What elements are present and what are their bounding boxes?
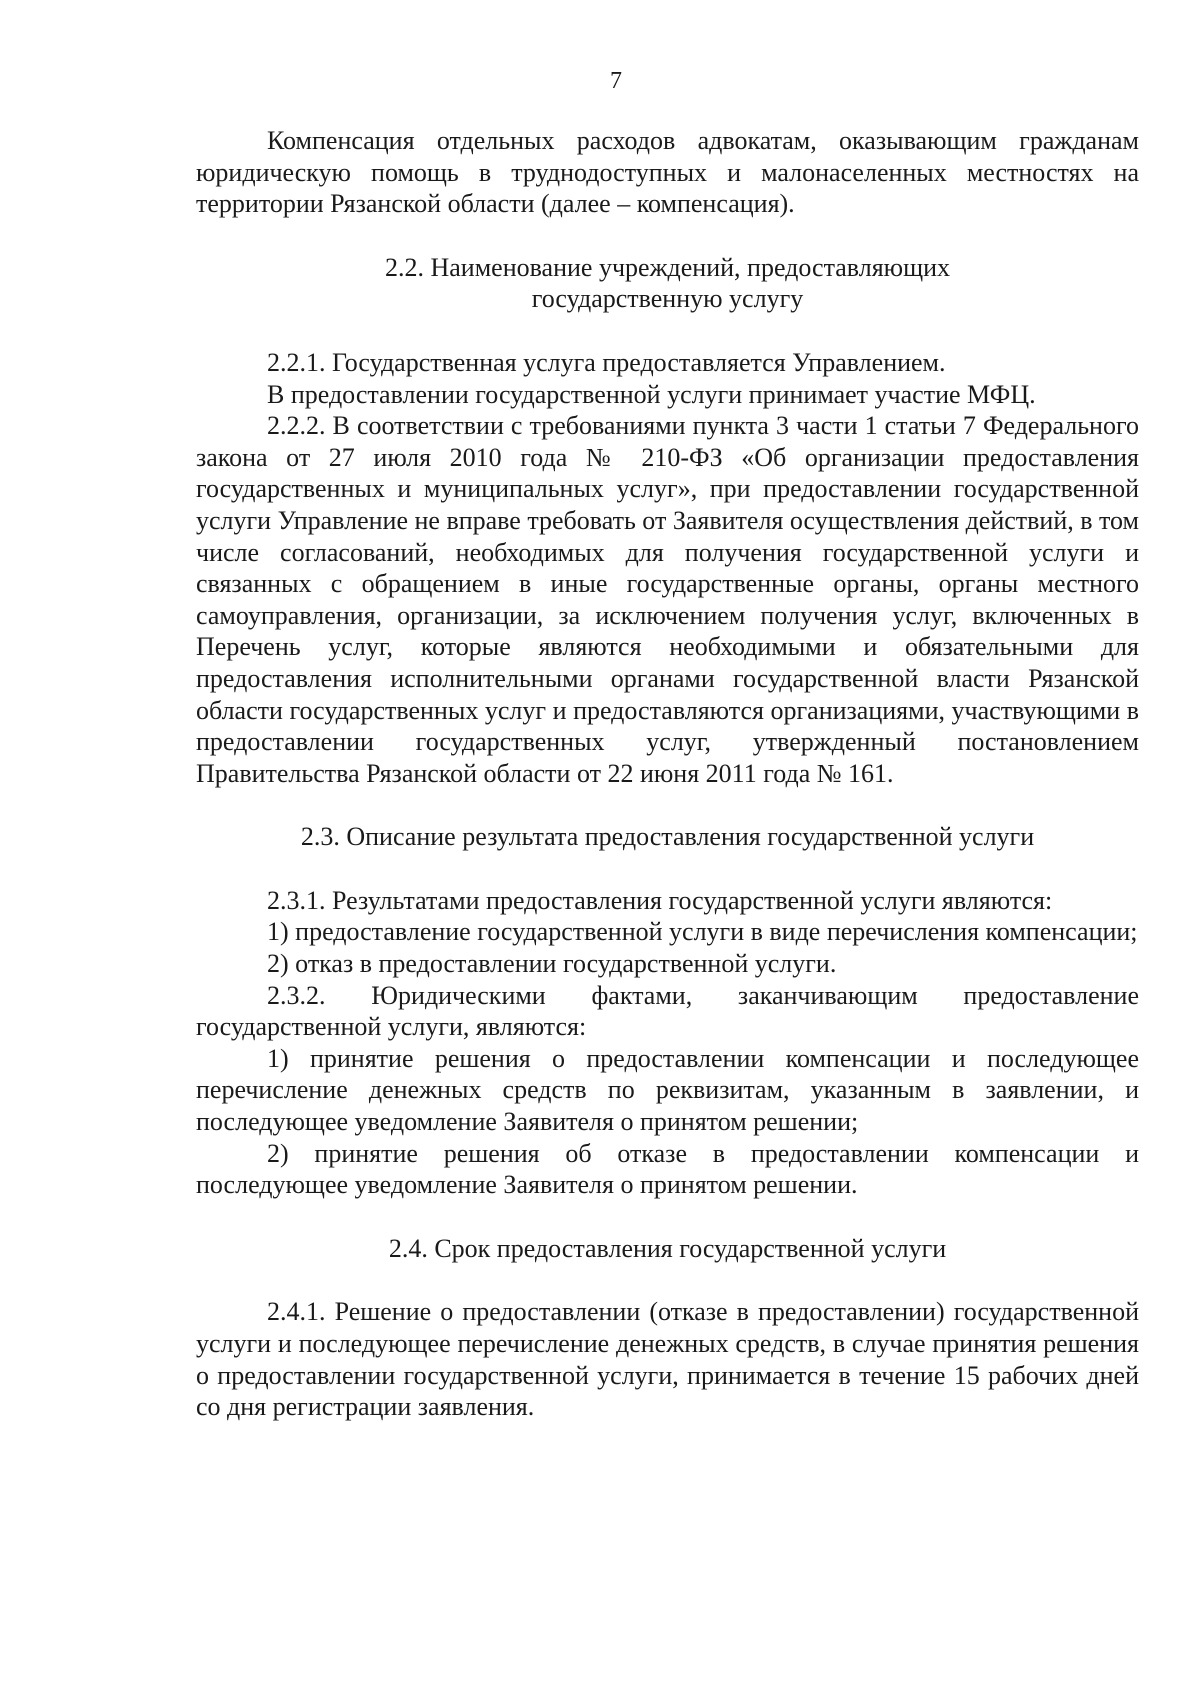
paragraph-2-4-1: 2.4.1. Решение о предоставлении (отказе в предоставлении) государственной услуги и последующее перечисление денежных средств, в случае принятия решения о предоставлении государственной услуги, принимается в течение 15 рабочих дней со дня регистрации заявления. (196, 1297, 1139, 1422)
paragraph-2-3-2-item-2: 2) принятие решения об отказе в предоставлении компенсации и последующее уведомление Заявителя о принятом решении. (196, 1138, 1139, 1200)
section-heading-2-2-line1: 2.2. Наименование учреждений, предоставляющих (384, 252, 951, 282)
section-heading-2-2-line2: государственную услугу (531, 284, 804, 314)
paragraph-2-3-1: 2.3.1. Результатами предоставления государственной услуги являются: (267, 885, 1053, 915)
document-body (196, 125, 1139, 1423)
paragraph-2-2-1-mfc: В предоставлении государственной услуги принимает участие МФЦ. (267, 379, 1036, 409)
section-heading-2-4: 2.4. Срок предоставления государственной услуги (388, 1233, 947, 1263)
page-number: 7 (610, 68, 622, 94)
paragraph-2-2-2: 2.2.2. В соответствии с требованиями пункта 3 части 1 статьи 7 Федерального закона от 27 июля 2010 года № 210-ФЗ «Об организации предоставления государственных и муниципальных услуг», при предоставлении государственной услуги Управление не вправе требовать от Заявителя осуществления действий, в том числе согласований, необходимых для получения государственной услуги и связанных с обращением в иные государственные органы, органы местного самоуправления, организации, за исключением получения услуг, включенных в Перечень услуг, которые являются необходимыми и обязательными для предоставления исполнительными органами государственной власти Рязанской области государственных услуг и предоставляются организациями, участвующими в предоставлении государственных услуг, утвержденный постановлением Правительства Рязанской области от 22 июня 2011 года № 161. (196, 411, 1140, 788)
paragraph-2-2-1: 2.2.1. Государственная услуга предоставляется Управлением. (267, 347, 946, 377)
paragraph-2-3-2-item-1: 1) принятие решения о предоставлении компенсации и последующее перечисление денежных средств по реквизитам, указанным в заявлении, и последующее уведомление Заявителя о принятом решении; (196, 1043, 1139, 1137)
paragraph-2-3-1-item-2: 2) отказ в предоставлении государственной услуги. (267, 949, 837, 979)
paragraph-2-3-2: 2.3.2. Юридическими фактами, заканчивающим предоставление государственной услуги, являются: (196, 980, 1139, 1042)
paragraph-2-3-1-item-1: 1) предоставление государственной услуги в виде перечисления компенсации; (267, 917, 1138, 947)
section-heading-2-3: 2.3. Описание результата предоставления государственной услуги (300, 822, 1035, 852)
paragraph-intro: Компенсация отдельных расходов адвокатам, оказывающим гражданам юридическую помощь в труднодоступных и малонаселенных местностях на территории Рязанской области (далее – компенсация). (196, 126, 1139, 219)
